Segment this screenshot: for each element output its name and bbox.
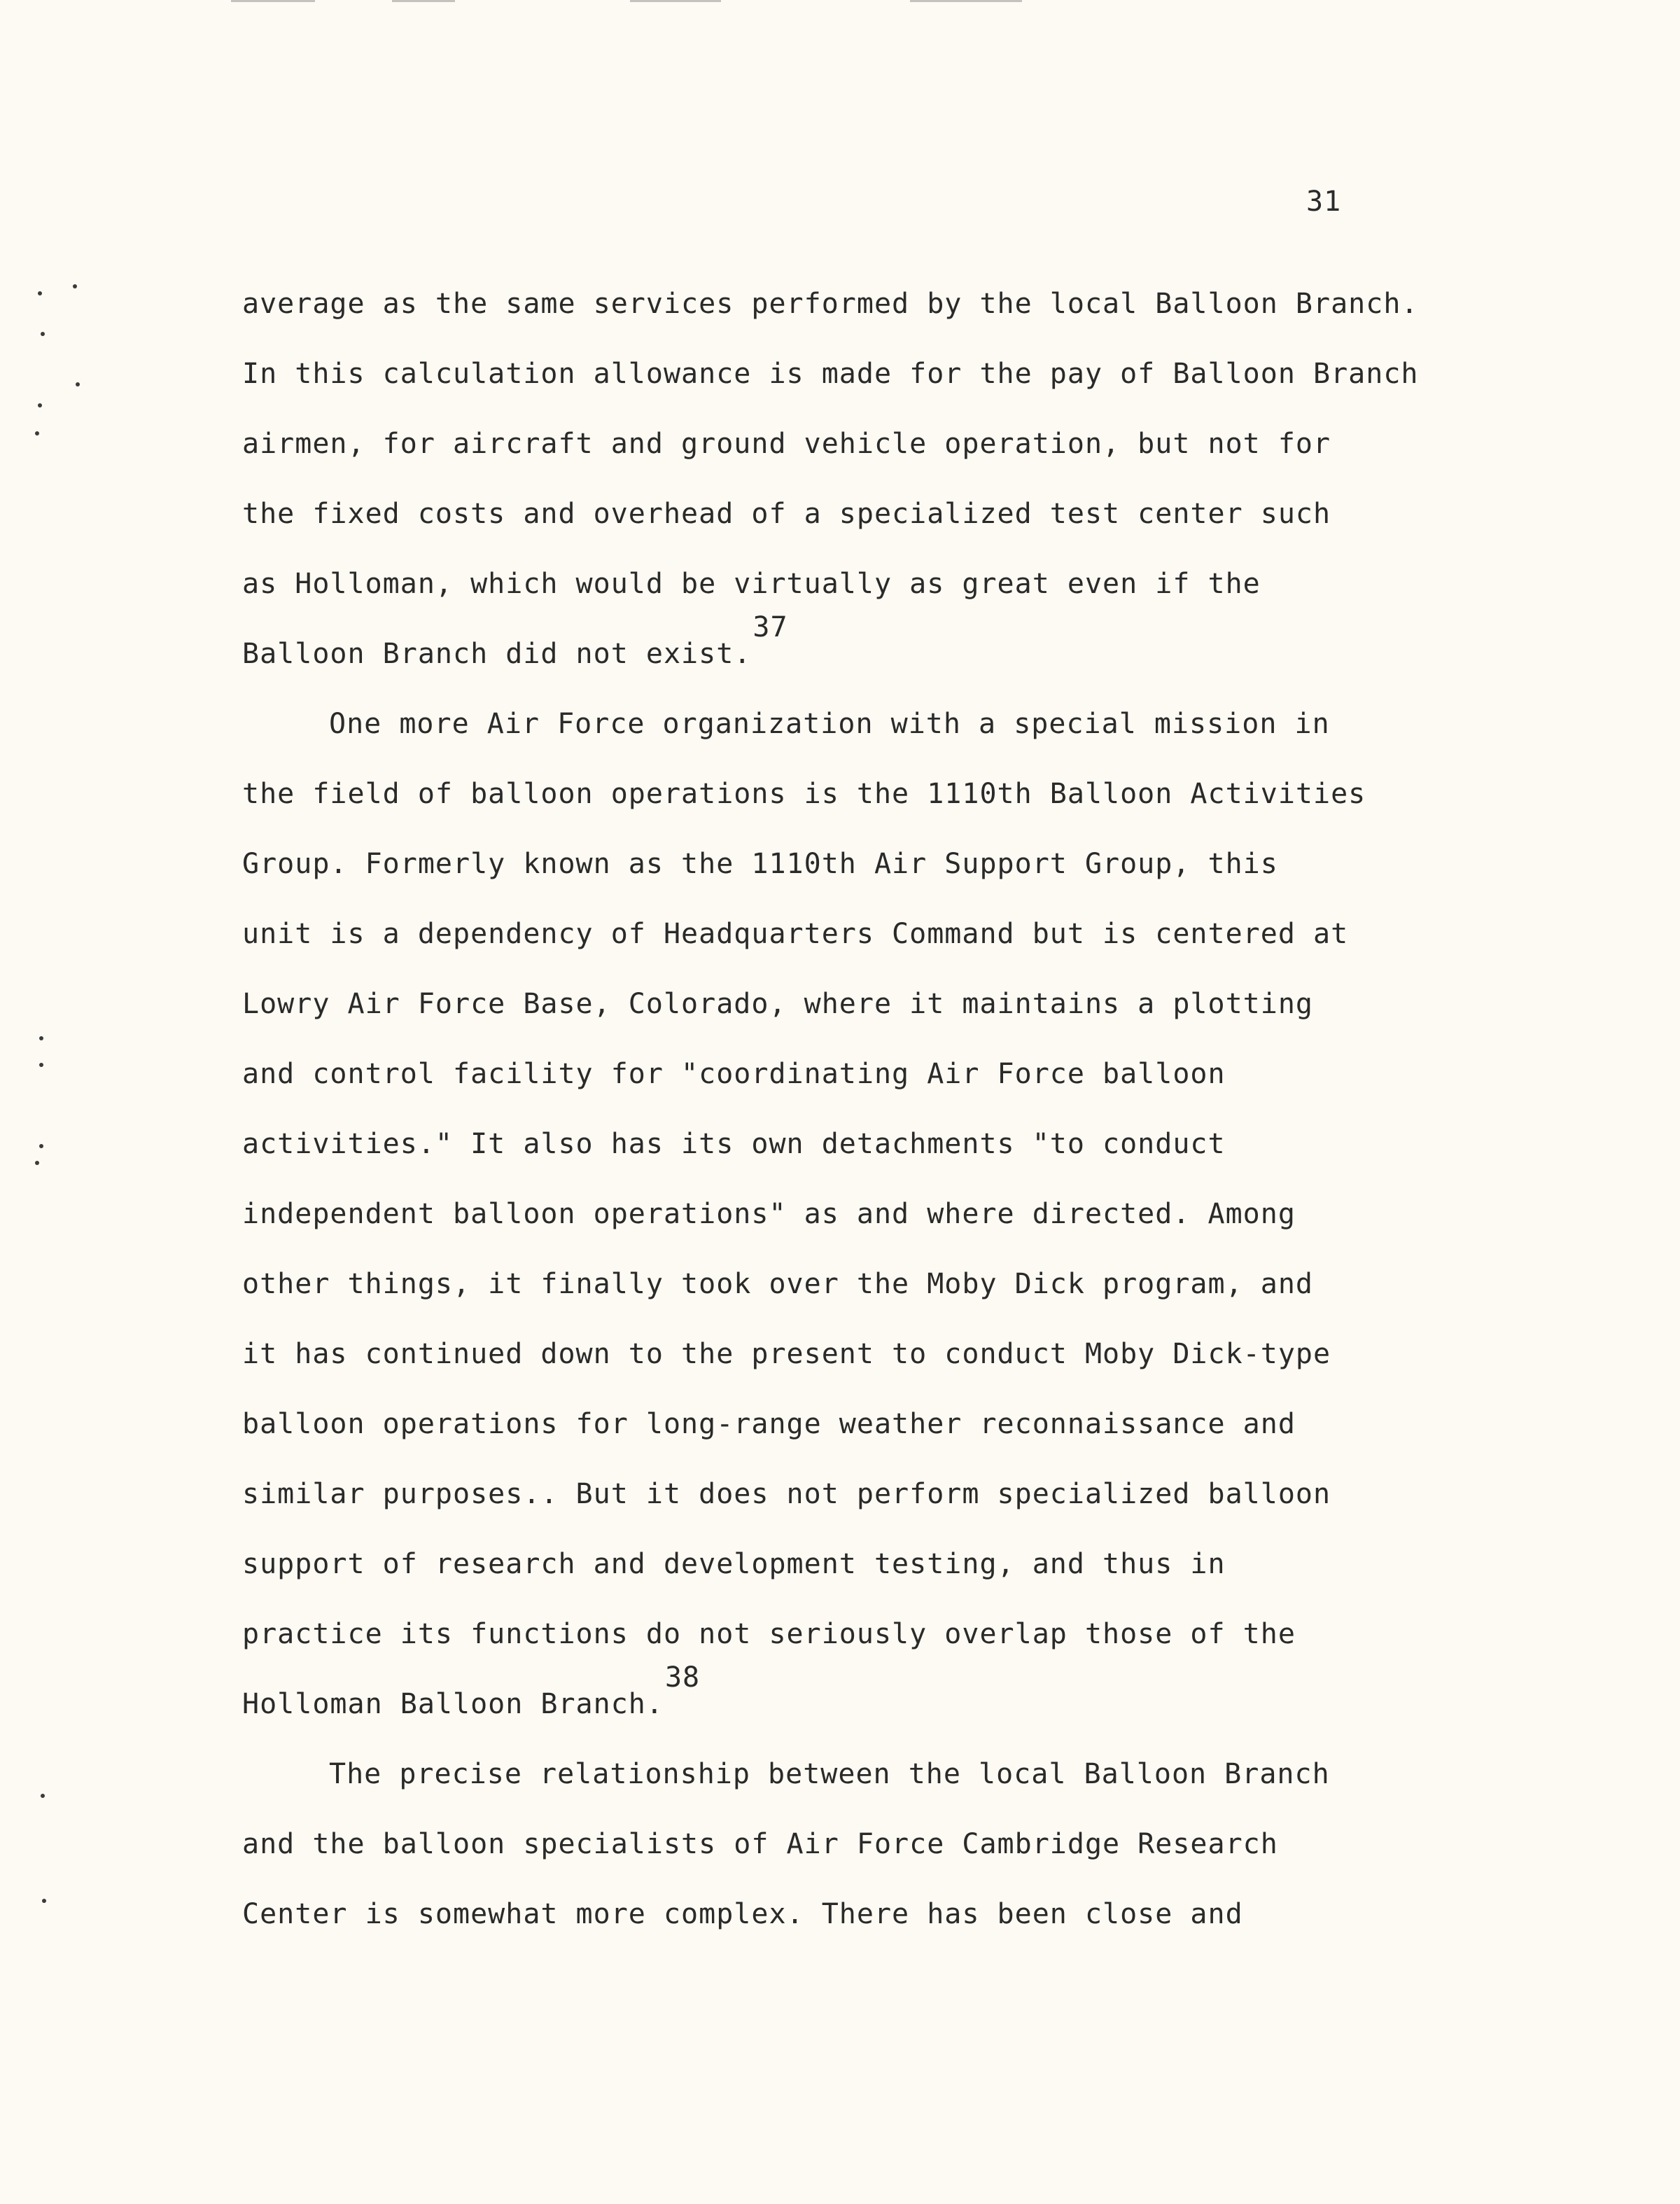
- text-line-content: Holloman Balloon Branch.: [242, 1688, 664, 1720]
- text-line: as Holloman, which would be virtually as great even if the: [242, 568, 1261, 600]
- margin-speck: [35, 431, 39, 435]
- text-line: it has continued down to the present to conduct Moby Dick-type: [242, 1338, 1331, 1370]
- margin-speck: [39, 1063, 43, 1067]
- footnote-reference: 37: [752, 611, 788, 643]
- margin-speck: [35, 1161, 39, 1165]
- text-line: unit is a dependency of Headquarters Command but is centered at: [242, 918, 1349, 950]
- margin-speck: [42, 1899, 46, 1903]
- text-line: average as the same services performed by the local Balloon Branch.: [242, 288, 1419, 320]
- text-line: balloon operations for long-range weather reconnaissance and: [242, 1408, 1296, 1440]
- text-line: and control facility for "coordinating Air Force balloon: [242, 1058, 1226, 1090]
- margin-speck: [39, 1144, 43, 1148]
- margin-speck: [38, 403, 42, 407]
- text-line: Group. Formerly known as the 1110th Air Support Group, this: [242, 848, 1278, 880]
- paragraph-first-line: The precise relationship between the local Balloon Branch: [329, 1758, 1330, 1790]
- page-number: 31: [1306, 186, 1342, 218]
- text-line: and the balloon specialists of Air Force Cambridge Research: [242, 1828, 1278, 1860]
- text-line: In this calculation allowance is made for the pay of Balloon Branch: [242, 358, 1419, 390]
- margin-speck: [38, 291, 42, 295]
- text-line: other things, it finally took over the Moby Dick program, and: [242, 1268, 1314, 1300]
- text-line: the field of balloon operations is the 1110th Balloon Activities: [242, 778, 1366, 810]
- text-line-with-footnote: [242, 1661, 1446, 1753]
- text-line: Lowry Air Force Base, Colorado, where it maintains a plotting: [242, 988, 1314, 1020]
- text-line: support of research and development testing, and thus in: [242, 1548, 1226, 1580]
- body-text: [242, 283, 1446, 1963]
- text-line: the fixed costs and overhead of a specialized test center such: [242, 498, 1331, 530]
- text-line: activities." It also has its own detachments "to conduct: [242, 1128, 1226, 1160]
- top-edge-bleed: [231, 0, 315, 2]
- margin-speck: [41, 332, 45, 336]
- text-line: similar purposes.. But it does not perform specialized balloon: [242, 1478, 1331, 1510]
- top-edge-bleed: [630, 0, 721, 2]
- margin-speck: [41, 1794, 45, 1798]
- margin-speck: [76, 382, 80, 386]
- top-edge-bleed: [392, 0, 455, 2]
- margin-speck: [73, 284, 77, 288]
- footnote-reference: 38: [664, 1661, 701, 1694]
- text-line: independent balloon operations" as and where directed. Among: [242, 1198, 1296, 1230]
- paragraph-first-line: One more Air Force organization with a special mission in: [329, 708, 1330, 740]
- text-line: airmen, for aircraft and ground vehicle operation, but not for: [242, 428, 1331, 460]
- text-line: practice its functions do not seriously overlap those of the: [242, 1618, 1296, 1650]
- text-line: Center is somewhat more complex. There has been close and: [242, 1898, 1243, 1930]
- margin-speck: [39, 1036, 43, 1040]
- text-line-with-footnote: [242, 611, 1446, 703]
- text-line-content: Balloon Branch did not exist.: [242, 638, 752, 670]
- top-edge-bleed: [910, 0, 1022, 2]
